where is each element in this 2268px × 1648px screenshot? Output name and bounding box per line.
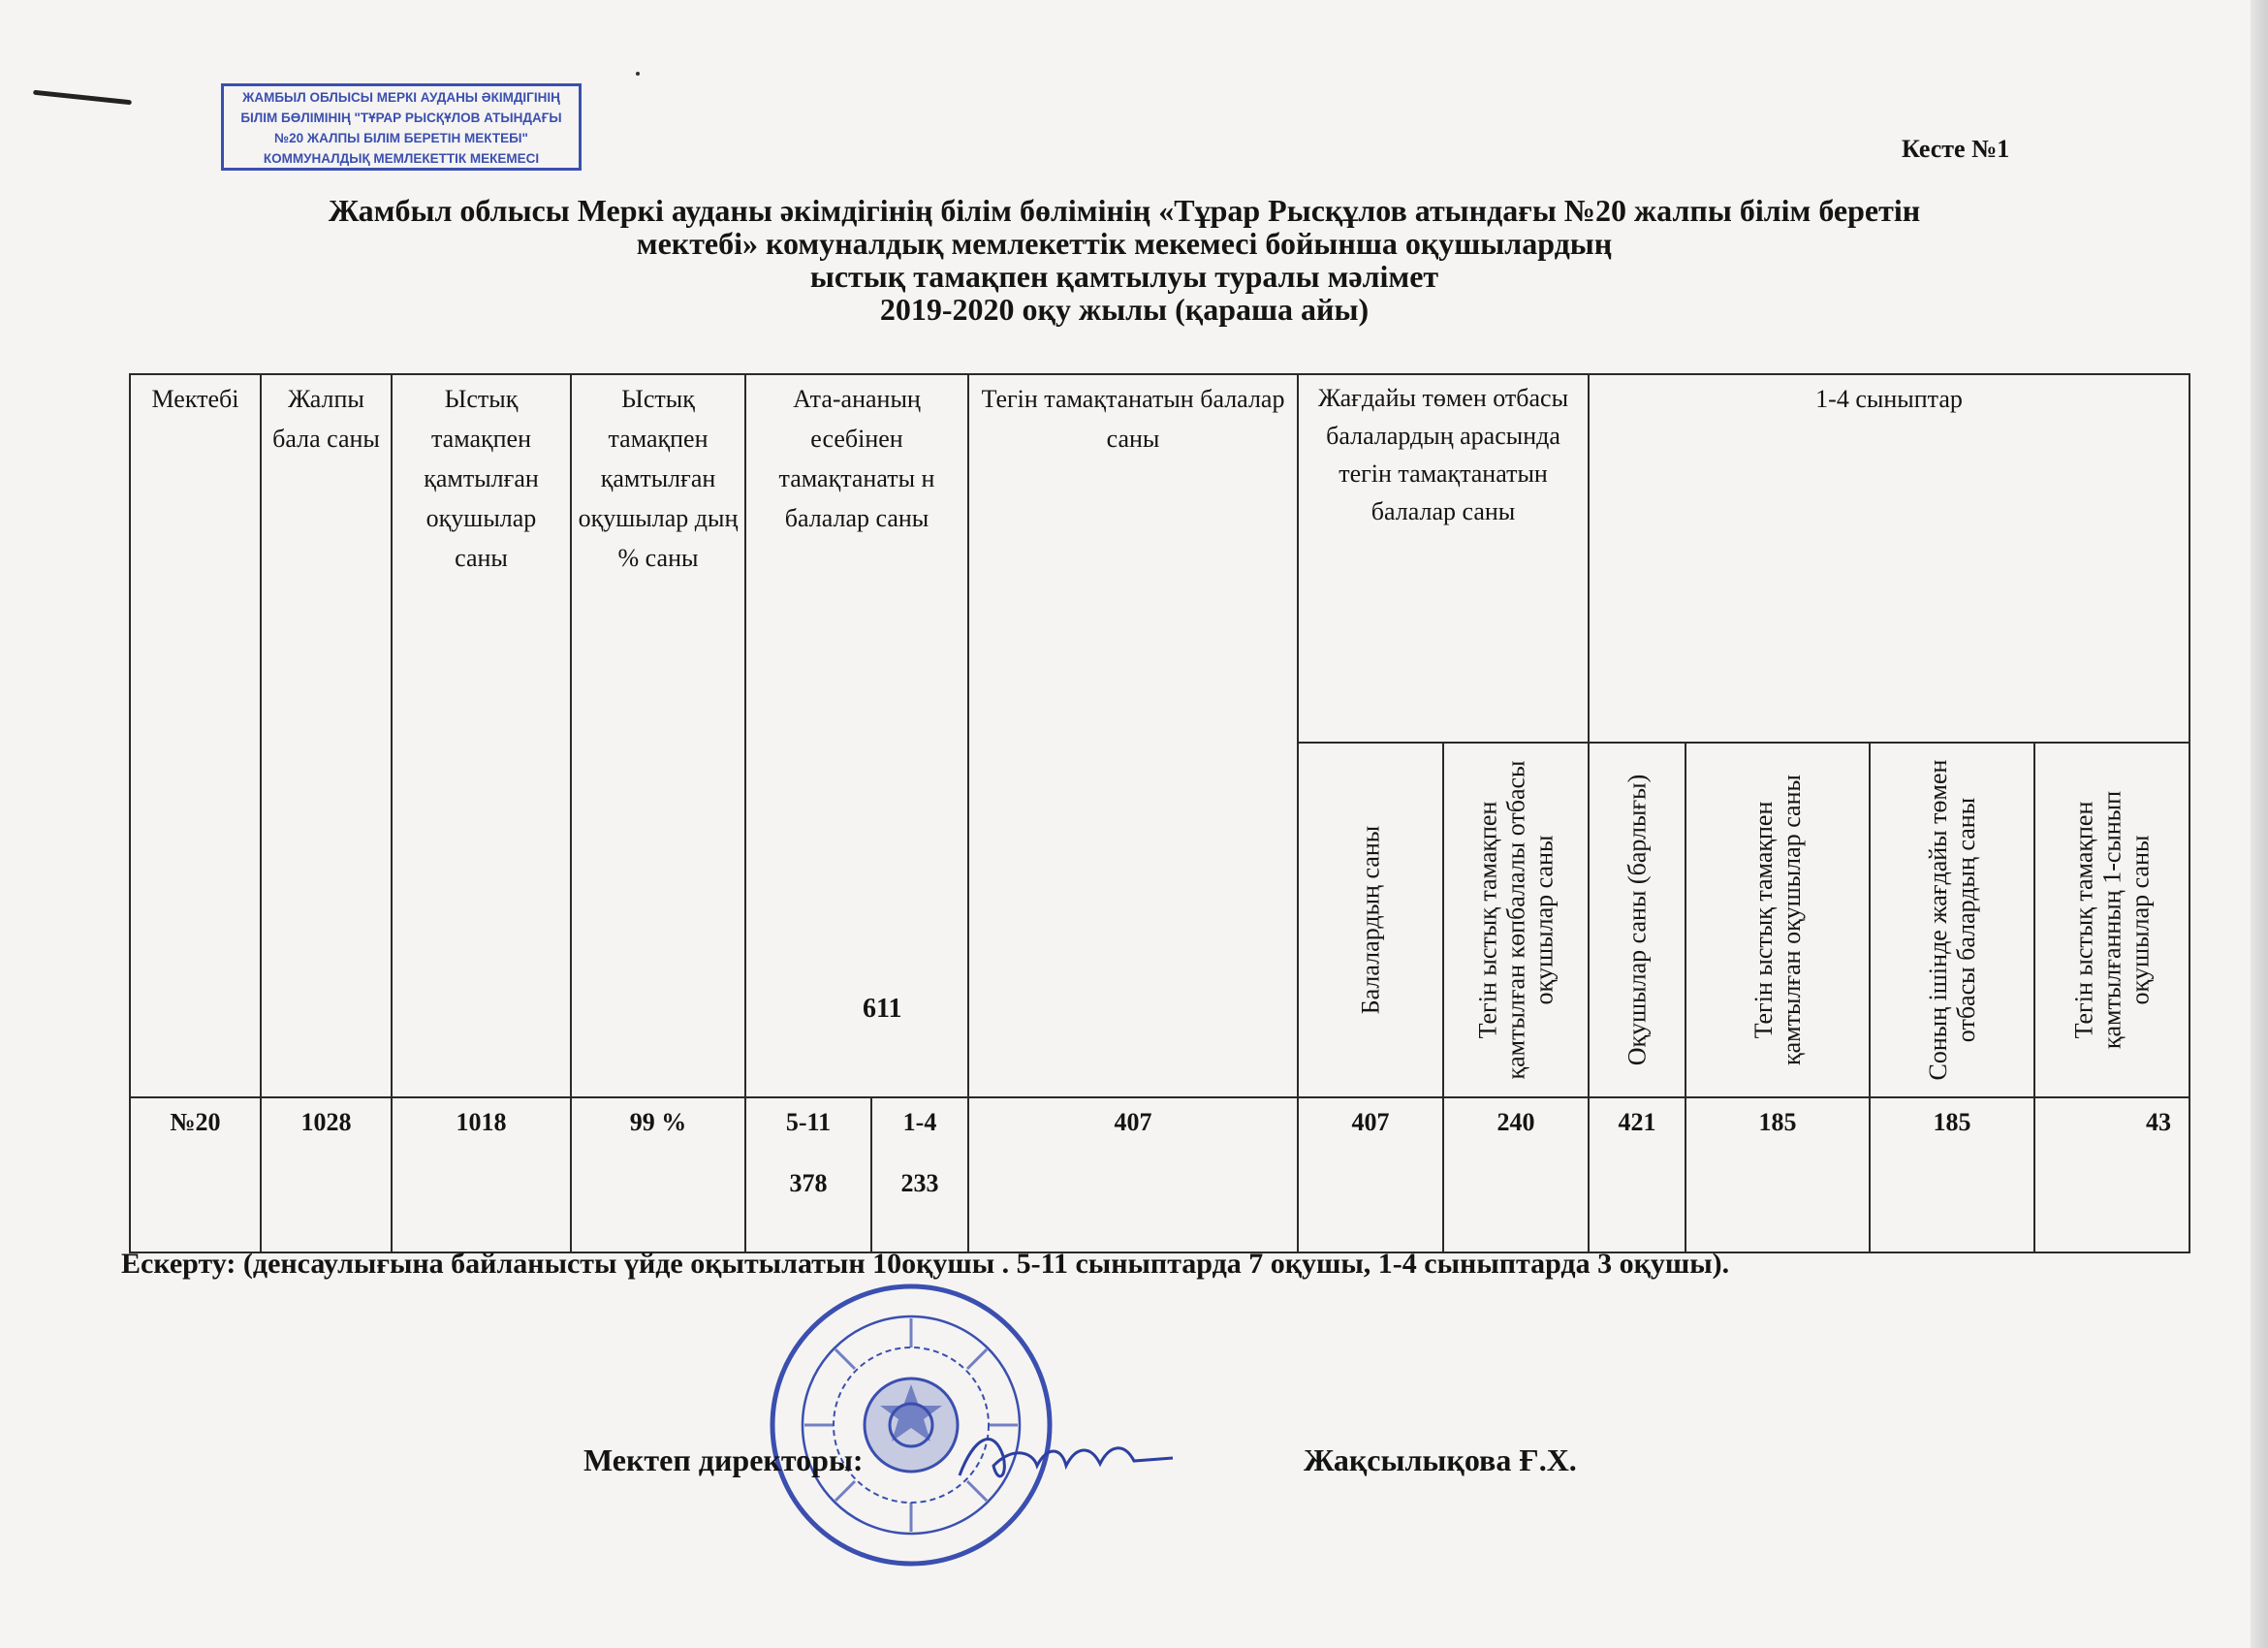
title-line: мектебі» комуналдық мемлекеттік мекемесі бойынша оқушылардың: [636, 226, 1613, 261]
scan-edge: [2251, 0, 2268, 1648]
cell-low-income: 185: [1870, 1097, 2034, 1252]
subheader-first-grade: Тегін ыстық тамақпен қамтылғанның 1-сынып оқушылар саны: [2034, 743, 2189, 1097]
header-percent: Ыстық тамақпен қамтылған оқушылар дың % саны: [571, 374, 745, 1097]
director-label: Мектеп директоры:: [583, 1442, 864, 1477]
subheader-children-count: Балалардың саны: [1298, 743, 1443, 1097]
grades-5-11-value: 378: [789, 1169, 828, 1197]
subheader-free-hot-meal: Тегін ыстық тамақпен қамтылған оқушылар саны: [1685, 743, 1870, 1097]
ink-dot: [636, 72, 640, 76]
document-title: [116, 194, 2132, 326]
header-parent-paid-label: Ата-ананың есебінен тамақтанаты н балалар саны: [778, 385, 935, 532]
director-name: Жақсылықова Ғ.Х.: [1304, 1442, 1577, 1477]
stamp-line: БІЛІМ БӨЛІМІНІҢ "ТҰРАР РЫСҚҰЛОВ АТЫНДАҒЫ: [240, 111, 562, 125]
header-hot-meal: Ыстық тамақпен қамтылған оқушылар саны: [392, 374, 571, 1097]
parent-paid-total: 611: [863, 994, 902, 1024]
subheader-large-family: Тегін ыстық тамақпен қамтылған көпбалалы отбасы оқушылар саны: [1443, 743, 1589, 1097]
cell-hot-meal: 1018: [392, 1097, 571, 1252]
cell-large-family: 240: [1443, 1097, 1589, 1252]
grades-5-11-label: 5-11: [785, 1108, 832, 1136]
cell-students-total: 421: [1589, 1097, 1685, 1252]
cell-free-meal: 407: [968, 1097, 1298, 1252]
header-total: Жалпы бала саны: [261, 374, 392, 1097]
title-line: 2019-2020 оқу жылы (қараша айы): [879, 292, 1370, 327]
cell-grades-5-11: [745, 1097, 871, 1252]
note: Ескерту: (денсаулығына байланысты үйде оқытылатын 10оқушы . 5-11 сыныптарда 7 оқушы, 1-4 сыныптарда 3 оқушы).: [121, 1248, 1730, 1280]
grades-1-4-label: 1-4: [902, 1108, 937, 1136]
header-grades-1-4: 1-4 сыныптар: [1589, 374, 2189, 743]
pen-mark: [33, 90, 132, 106]
table-row: [130, 1097, 2189, 1252]
stamp-line: №20 ЖАЛПЫ БІЛІМ БЕРЕТІН МЕКТЕБІ": [274, 131, 528, 145]
stamp-line: КОММУНАЛДЫҚ МЕМЛЕКЕТТІК МЕКЕМЕСІ: [263, 151, 540, 166]
title-line: Жамбыл облысы Меркі ауданы әкімдігінің білім бөлімінің «Тұрар Рысқұлов атындағы №20 жалпы білім беретін: [328, 193, 1921, 228]
cell-children-count: 407: [1298, 1097, 1443, 1252]
stamp-line: ЖАМБЫЛ ОБЛЫСЫ МЕРКІ АУДАНЫ ӘКІМДІГІНІҢ: [242, 90, 560, 105]
cell-free-hot-meal: 185: [1685, 1097, 1870, 1252]
title-line: ыстық тамақпен қамтылуы туралы мәлімет: [809, 259, 1439, 294]
director-signature: [955, 1417, 1178, 1495]
cell-total: 1028: [261, 1097, 392, 1252]
cell-grades-1-4: [871, 1097, 968, 1252]
cell-school: №20: [130, 1097, 261, 1252]
meals-table: [129, 373, 2190, 1253]
subheader-low-income: Соның ішінде жағдайы төмен отбасы балардың саны: [1870, 743, 2034, 1097]
rectangular-stamp: [221, 83, 582, 171]
header-low-income: Жағдайы төмен отбасы балалардың арасында тегін тамақтанатын балалар саны: [1298, 374, 1589, 743]
cell-percent: 99 %: [571, 1097, 745, 1252]
header-school: Мектебі: [130, 374, 261, 1097]
table-number: Кесте №1: [1902, 135, 2010, 163]
cell-first-grade: 43: [2034, 1097, 2189, 1252]
grades-1-4-value: 233: [900, 1169, 939, 1197]
header-parent-paid: [745, 374, 968, 1097]
header-row: [130, 374, 2189, 743]
header-free-meal: Тегін тамақтанатын балалар саны: [968, 374, 1298, 1097]
subheader-students-total: Оқушылар саны (барлығы): [1589, 743, 1685, 1097]
